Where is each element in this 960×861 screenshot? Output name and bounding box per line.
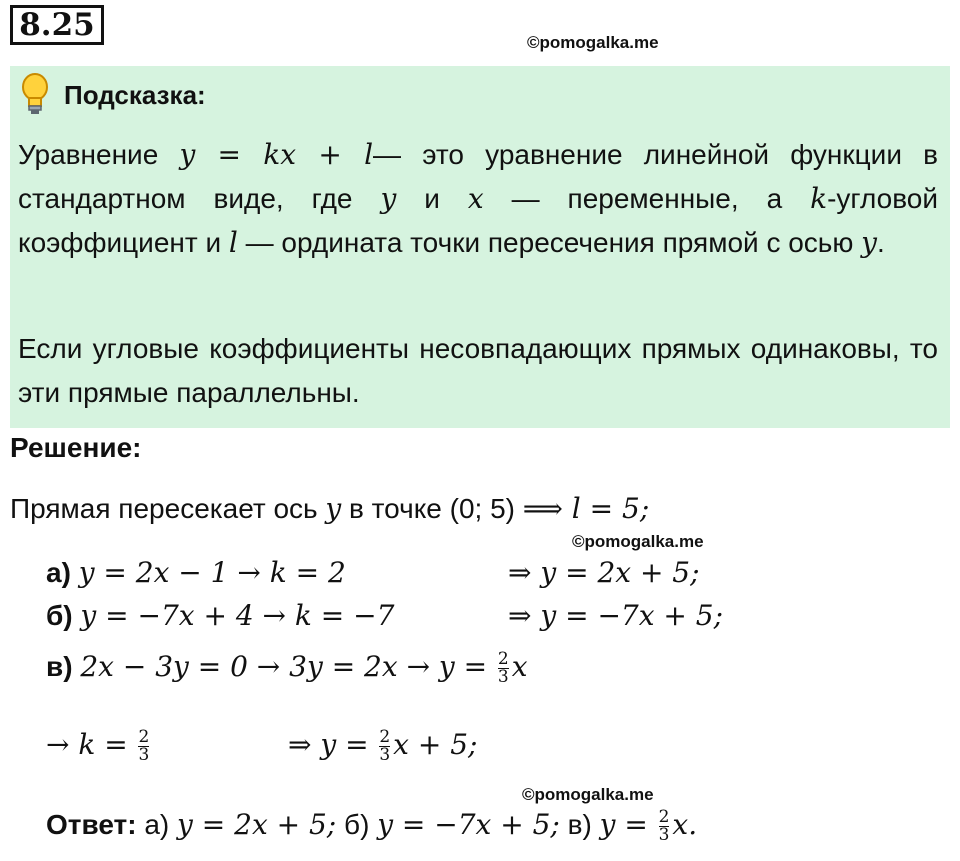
hint-paragraph-2: Если угловые коэффициенты несовпадающих прямых одинаковы, то эти прямые параллельны.	[18, 333, 938, 408]
solution-b-result: ⇒ y = −7x + 5;	[508, 599, 724, 632]
fraction: $\frac{2}{3}$	[658, 807, 670, 846]
solution-c-2: → k = $\frac{2}{3}$	[46, 727, 150, 766]
problem-number: 8.25	[10, 5, 104, 45]
solution-c: в) 2x − 3y = 0 → 3y = 2x → y = $\frac{2}{3}$ x	[46, 649, 528, 688]
hint-paragraph-1: Уравнение y = kx + l— это уравнение линейной функции в стандартном виде, где y и x — переменные, а k-угловой коэффициент и l — ордината точки пересечения прямой с осью y.	[18, 138, 939, 259]
answer: Ответ: а) y = 2x + 5; б) y = −7x + 5; в) y = $\frac{2}{3}$ x.	[46, 807, 698, 846]
solution-c-result: ⇒ y = $\frac{2}{3}$ x + 5;	[288, 727, 478, 766]
fraction: $\frac{2}{3}$	[138, 727, 150, 766]
watermark: ©pomogalka.me	[527, 33, 659, 52]
fraction: $\frac{2}{3}$	[379, 727, 391, 766]
lightbulb-icon	[18, 72, 52, 116]
fraction: $\frac{2}{3}$	[497, 649, 509, 688]
solution-a-result: ⇒ y = 2x + 5;	[508, 556, 700, 589]
solution-title: Решение:	[10, 432, 142, 463]
watermark: ©pomogalka.me	[572, 532, 704, 551]
solution-a: а) y = 2x − 1 → k = 2	[46, 556, 346, 589]
solution-intro: Прямая пересекает ось y в точке (0; 5) ⟹ l = 5;	[10, 492, 650, 525]
solution-b: б) y = −7x + 4 → k = −7	[46, 599, 395, 632]
watermark: ©pomogalka.me	[522, 785, 654, 804]
hint-title: Подсказка:	[64, 80, 206, 110]
